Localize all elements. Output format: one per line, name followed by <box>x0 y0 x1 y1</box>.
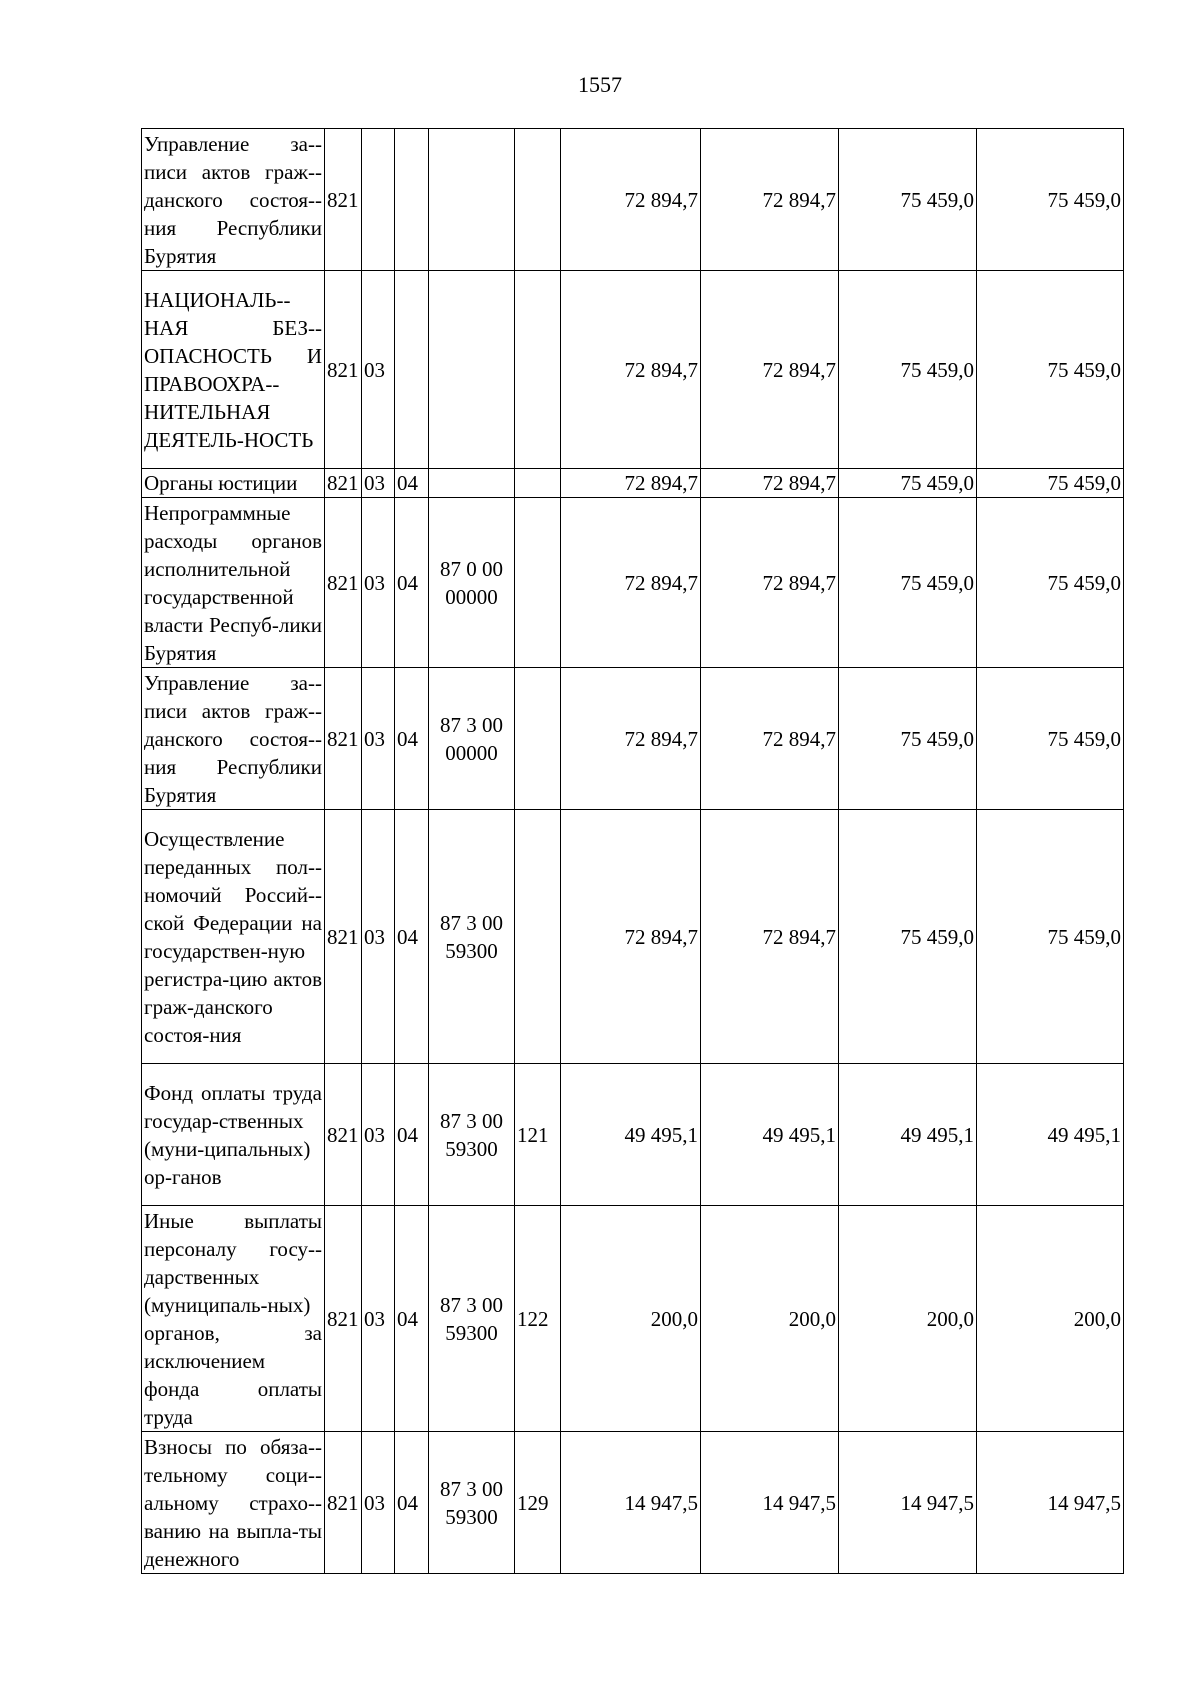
row-name: Осуществление переданных пол-номочий Россий-ской Федерации на государствен-ную регистра-цию актов граж-данского состоя-ния <box>142 810 325 1064</box>
value-2: 72 894,7 <box>701 810 839 1064</box>
csr-code-part-2: 59300 <box>445 1320 498 1345</box>
vr-code <box>515 129 561 271</box>
gr-code: 821 <box>325 1432 362 1574</box>
value-4: 49 495,1 <box>977 1064 1124 1206</box>
pr-code <box>395 129 429 271</box>
pr-code: 04 <box>395 1064 429 1206</box>
pr-code <box>395 271 429 469</box>
value-3: 75 459,0 <box>839 469 977 498</box>
csr-code <box>429 1206 515 1432</box>
table-row <box>142 1432 1124 1574</box>
value-3: 75 459,0 <box>839 810 977 1064</box>
csr-code <box>429 668 515 810</box>
value-1: 72 894,7 <box>561 271 701 469</box>
value-4: 75 459,0 <box>977 668 1124 810</box>
row-name: Органы юстиции <box>142 469 325 498</box>
value-4: 75 459,0 <box>977 271 1124 469</box>
gr-code: 821 <box>325 1064 362 1206</box>
value-4: 75 459,0 <box>977 498 1124 668</box>
csr-code <box>429 1432 515 1574</box>
csr-code <box>429 498 515 668</box>
rz-code: 03 <box>362 810 395 1064</box>
row-name: Иные выплаты персоналу госу-дарственных (муниципаль-ных) органов, за исключением фонда оплаты труда <box>142 1206 325 1432</box>
table-row <box>142 1064 1124 1206</box>
rz-code: 03 <box>362 469 395 498</box>
value-4: 75 459,0 <box>977 810 1124 1064</box>
rz-code: 03 <box>362 668 395 810</box>
row-name: Взносы по обяза-тельному соци-альному страхо-ванию на выпла-ты денежного <box>142 1432 325 1574</box>
csr-code-part-1: 87 3 00 <box>440 1476 503 1501</box>
value-2: 72 894,7 <box>701 129 839 271</box>
row-name: Управление за-писи актов граж-данского состоя-ния Республики Бурятия <box>142 668 325 810</box>
value-1: 72 894,7 <box>561 810 701 1064</box>
table-body <box>142 129 1124 1574</box>
csr-code-part-1: 87 0 00 <box>440 556 503 581</box>
vr-code: 121 <box>515 1064 561 1206</box>
csr-code-part-1: 87 3 00 <box>440 1292 503 1317</box>
value-3: 75 459,0 <box>839 271 977 469</box>
table-row <box>142 129 1124 271</box>
pr-code: 04 <box>395 469 429 498</box>
value-4: 75 459,0 <box>977 129 1124 271</box>
value-3: 49 495,1 <box>839 1064 977 1206</box>
csr-code <box>429 1064 515 1206</box>
csr-code-part-2: 00000 <box>445 740 498 765</box>
csr-code <box>429 129 515 271</box>
value-2: 72 894,7 <box>701 271 839 469</box>
value-1: 72 894,7 <box>561 668 701 810</box>
row-name: Фонд оплаты труда государ-ственных (муни-ципальных) ор-ганов <box>142 1064 325 1206</box>
pr-code: 04 <box>395 498 429 668</box>
csr-code <box>429 810 515 1064</box>
vr-code <box>515 668 561 810</box>
value-2: 72 894,7 <box>701 668 839 810</box>
value-2: 49 495,1 <box>701 1064 839 1206</box>
table-row <box>142 469 1124 498</box>
row-name: Непрограммные расходы органов исполнительной государственной власти Респуб-лики Бурятия <box>142 498 325 668</box>
page-number: 1557 <box>578 72 622 97</box>
pr-code: 04 <box>395 1432 429 1574</box>
vr-code: 122 <box>515 1206 561 1432</box>
table-row <box>142 271 1124 469</box>
csr-code-part-2: 59300 <box>445 1136 498 1161</box>
value-3: 200,0 <box>839 1206 977 1432</box>
gr-code: 821 <box>325 498 362 668</box>
rz-code: 03 <box>362 1432 395 1574</box>
value-1: 72 894,7 <box>561 498 701 668</box>
gr-code: 821 <box>325 810 362 1064</box>
csr-code-part-1: 87 3 00 <box>440 1108 503 1133</box>
csr-code <box>429 469 515 498</box>
rz-code <box>362 129 395 271</box>
rz-code: 03 <box>362 1064 395 1206</box>
value-2: 72 894,7 <box>701 498 839 668</box>
value-3: 75 459,0 <box>839 129 977 271</box>
vr-code <box>515 498 561 668</box>
rz-code: 03 <box>362 498 395 668</box>
gr-code: 821 <box>325 469 362 498</box>
value-2: 14 947,5 <box>701 1432 839 1574</box>
value-3: 75 459,0 <box>839 668 977 810</box>
vr-code: 129 <box>515 1432 561 1574</box>
value-2: 200,0 <box>701 1206 839 1432</box>
gr-code: 821 <box>325 668 362 810</box>
csr-code-part-2: 59300 <box>445 938 498 963</box>
vr-code <box>515 469 561 498</box>
budget-table <box>141 128 1124 1574</box>
value-1: 200,0 <box>561 1206 701 1432</box>
table-row <box>142 810 1124 1064</box>
value-3: 14 947,5 <box>839 1432 977 1574</box>
csr-code-part-1: 87 3 00 <box>440 910 503 935</box>
value-3: 75 459,0 <box>839 498 977 668</box>
rz-code: 03 <box>362 271 395 469</box>
csr-code <box>429 271 515 469</box>
value-1: 14 947,5 <box>561 1432 701 1574</box>
rz-code: 03 <box>362 1206 395 1432</box>
vr-code <box>515 271 561 469</box>
gr-code: 821 <box>325 1206 362 1432</box>
table-row <box>142 1206 1124 1432</box>
row-name: НАЦИОНАЛЬ-НАЯ БЕЗ-ОПАСНОСТЬ И ПРАВООХРА-НИТЕЛЬНАЯ ДЕЯТЕЛЬ-НОСТЬ <box>142 271 325 469</box>
csr-code-part-1: 87 3 00 <box>440 712 503 737</box>
value-1: 72 894,7 <box>561 129 701 271</box>
value-1: 49 495,1 <box>561 1064 701 1206</box>
value-4: 200,0 <box>977 1206 1124 1432</box>
pr-code: 04 <box>395 1206 429 1432</box>
gr-code: 821 <box>325 129 362 271</box>
value-4: 75 459,0 <box>977 469 1124 498</box>
value-2: 72 894,7 <box>701 469 839 498</box>
pr-code: 04 <box>395 810 429 1064</box>
gr-code: 821 <box>325 271 362 469</box>
csr-code-part-2: 59300 <box>445 1504 498 1529</box>
pr-code: 04 <box>395 668 429 810</box>
value-1: 72 894,7 <box>561 469 701 498</box>
table-row <box>142 668 1124 810</box>
row-name: Управление за-писи актов граж-данского состоя-ния Республики Бурятия <box>142 129 325 271</box>
csr-code-part-2: 00000 <box>445 584 498 609</box>
table-row <box>142 498 1124 668</box>
vr-code <box>515 810 561 1064</box>
value-4: 14 947,5 <box>977 1432 1124 1574</box>
